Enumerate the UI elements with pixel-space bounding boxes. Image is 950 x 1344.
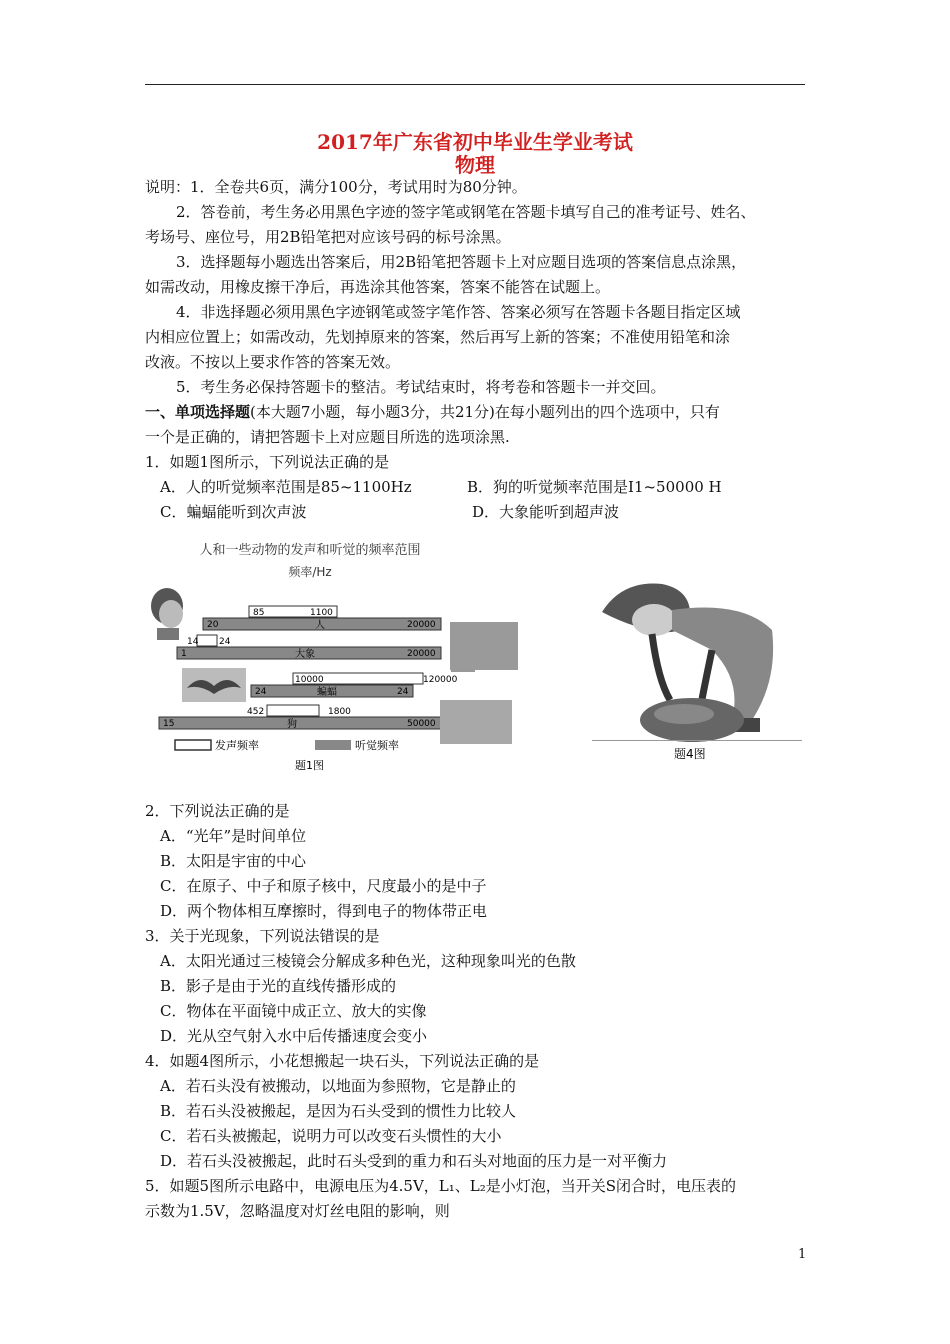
instruction-4b: 内相应位置上；如需改动，先划掉原来的答案，然后再写上新的答案；不准使用铅笔和涂 [145,328,731,346]
dog-voice-max: 1800 [328,707,351,717]
q3-option-c: C．物体在平面镜中成正立、放大的实像 [160,1002,427,1020]
person-icon [151,588,183,640]
figure-1-caption: 题1图 [295,759,324,772]
figure-4 [592,570,802,765]
dog-hear-max: 50000 [407,719,436,729]
q5-line-2: 示数为1.5V，忽略温度对灯丝电阻的影响，则 [145,1202,450,1220]
girl-lifting-stone-illustration [592,570,802,765]
exam-subject: 物理 [455,153,495,177]
person-hear-min: 20 [207,620,219,630]
stone-icon [640,698,744,742]
q4-option-b: B．若石头没被搬起，是因为石头受到的惯性力比较人 [160,1102,517,1120]
exam-title: 2017年广东省初中毕业生学业考试 [317,130,633,154]
person-label: 人 [315,620,325,631]
q3-option-b: B．影子是由于光的直线传播形成的 [160,977,397,995]
legend-hear-swatch [315,740,351,750]
dog-hear-min: 15 [163,719,175,729]
elephant-hear-min: 1 [181,649,187,659]
person-hear-max: 20000 [407,620,436,630]
elephant-hear-max: 20000 [407,649,436,659]
elephant-voice-bar [197,635,217,646]
dog-voice-min: 452 [247,707,265,717]
q4-option-d: D．若石头没被搬起，此时石头受到的重力和石头对地面的压力是一对平衡力 [160,1152,668,1170]
person-voice-min: 85 [253,608,265,618]
q4-stem: 4．如题4图所示，小花想搬起一块石头，下列说法正确的是 [145,1052,540,1070]
elephant-voice-min: 14 [187,637,199,647]
q4-option-c: C．若石头被搬起，说明力可以改变石头惯性的大小 [160,1127,502,1145]
instruction-3a: 3．选择题每小题选出答案后，用2B铅笔把答题卡上对应题目选项的答案信息点涂黑， [176,253,747,271]
header-rule [145,84,805,85]
legend-voice-swatch [175,740,211,750]
q2-option-d: D．两个物体相互摩擦时，得到电子的物体带正电 [160,902,488,920]
section-heading: 一、单项选择题 [145,403,251,421]
person-voice-max: 1100 [310,608,333,618]
elephant-voice-max: 24 [219,637,231,647]
dog-voice-bar [267,705,319,716]
q1-option-c: C．蝙蝠能听到次声波 [160,503,307,521]
q3-option-a: A．太阳光通过三棱镜会分解成多种色光，这种现象叫光的色散 [160,952,576,970]
instruction-2a: 2．答卷前，考生务必用黑色字迹的签字笔或钢笔在答题卡填写自己的准考证号、姓名、 [176,203,756,221]
bat-voice-min: 10000 [295,675,324,685]
q4-option-a: A．若石头没有被搬动，以地面为参照物，它是静止的 [160,1077,516,1095]
q2-option-b: B．太阳是宇宙的中心 [160,852,307,870]
q1-option-b: B．狗的听觉频率范围是I1~50000 H [467,478,722,496]
q3-stem: 3．关于光现象，下列说法错误的是 [145,927,380,945]
q3-option-d: D．光从空气射入水中后传播速度会变小 [160,1027,428,1045]
figure-1-unit: 频率/Hz [288,565,332,579]
q5-line-1: 5．如题5图所示电路中，电源电压为4.5V，L₁、L₂是小灯泡，当开关S闭合时，电压表的 [145,1177,737,1195]
dog-photo [440,700,512,744]
dog-label: 狗 [287,719,297,730]
q1-stem: 1．如题1图所示，下列说法正确的是 [145,453,390,471]
bat-hear-min: 24 [255,687,267,697]
q2-stem: 2．下列说法正确的是 [145,802,290,820]
section-desc: (本大题7小题，每小题3分，共21分)在每小题列出的四个选项中，只有 [250,403,720,421]
elephant-label: 大象 [295,649,315,660]
instruction-5: 5．考生务必保持答题卡的整洁。考试结束时，将考卷和答题卡一并交回。 [176,378,666,396]
figure-1-title: 人和一些动物的发声和听觉的频率范围 [199,543,421,558]
section-desc-2: 一个是正确的，请把答题卡上对应题目所选的选项涂黑. [145,428,510,446]
legend-voice-label: 发声频率 [215,739,259,752]
q1-option-d: D．大象能听到超声波 [472,503,620,521]
q2-option-a: A．“光年”是时间单位 [160,827,307,845]
bat-icon [182,668,246,702]
section-line [145,402,720,422]
bat-label: 蝙蝠 [317,687,337,698]
instruction-1: 说明：1．全卷共6页，满分100分，考试用时为80分钟。 [145,178,527,196]
instruction-4a: 4．非选择题必须用黑色字迹钢笔或签字笔作答、答案必须写在答题卡各题目指定区域 [176,303,741,321]
instruction-2b: 考场号、座位号，用2B铅笔把对应该号码的标号涂黑。 [145,228,511,246]
elephant-photo [450,622,518,670]
bat-hear-max: 24 [397,687,409,697]
frequency-chart [145,538,475,778]
q2-option-c: C．在原子、中子和原子核中，尺度最小的是中子 [160,877,487,895]
dog-hear-bar [159,717,441,729]
figure-1 [145,538,475,778]
q1-option-a: A．人的听觉频率范围是85~1100Hz [160,478,412,496]
bat-voice-max: 120000 [423,675,458,685]
legend-hear-label: 听觉频率 [355,739,399,752]
instruction-3b: 如需改动，用橡皮擦干净后，再选涂其他答案，答案不能答在试题上。 [145,278,611,296]
instruction-4c: 改液。不按以上要求作答的答案无效。 [145,353,401,371]
figure-4-caption: 题4图 [674,747,706,761]
page-number: 1 [798,1247,807,1262]
